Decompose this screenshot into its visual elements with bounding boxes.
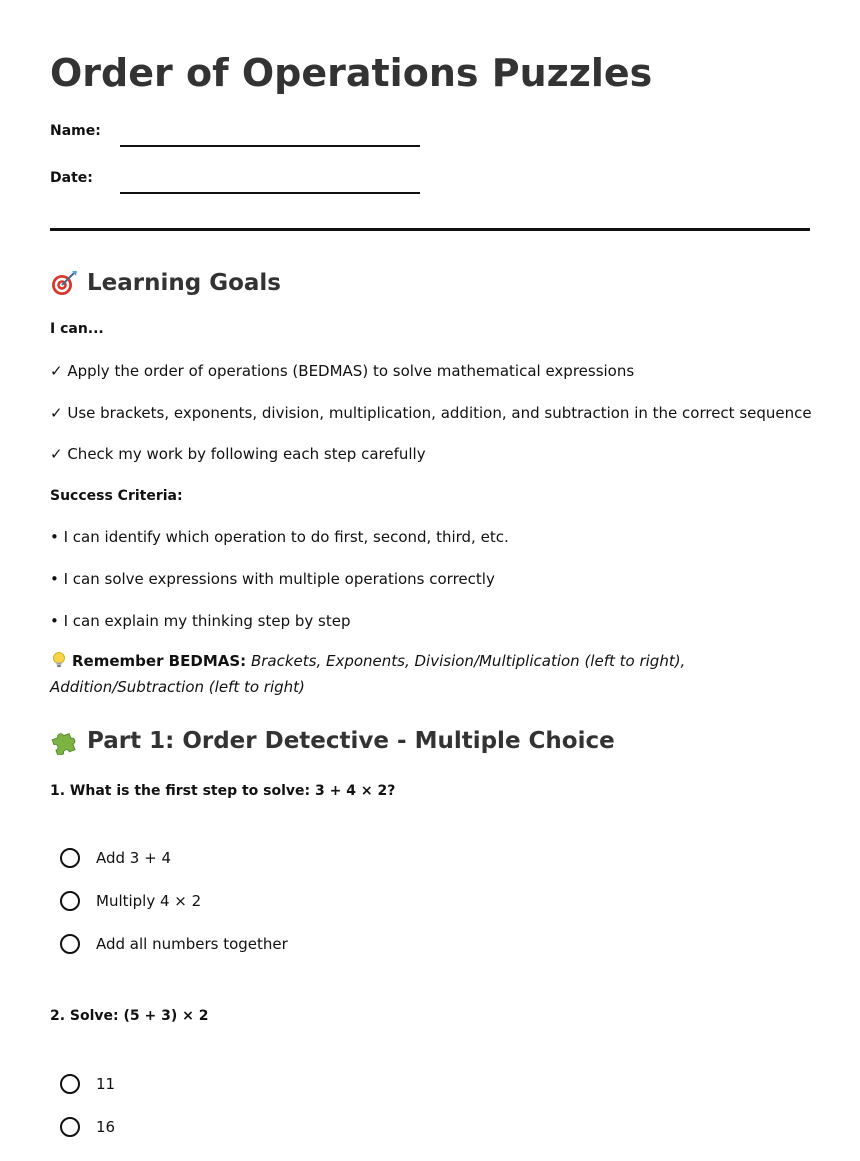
learning-goals-title: Learning Goals (87, 270, 281, 296)
question-1: 1. What is the first step to solve: 3 + 4 × 2? (50, 783, 396, 799)
radio-button[interactable] (60, 1117, 80, 1137)
name-field[interactable] (50, 122, 430, 152)
option-label: 11 (96, 1075, 116, 1093)
criteria-item: • I can identify which operation to do first, second, third, etc. (50, 528, 509, 546)
q2-option-a[interactable] (60, 1071, 115, 1097)
header-divider (50, 228, 810, 231)
date-field[interactable] (50, 169, 430, 199)
criteria-item: • I can explain my thinking step by step (50, 612, 351, 630)
remember-bedmas-note (50, 648, 810, 700)
radio-button[interactable] (60, 1074, 80, 1094)
name-label: Name: (50, 123, 101, 139)
option-label: Add 3 + 4 (96, 849, 171, 867)
q1-option-b[interactable] (60, 888, 201, 914)
goal-item: ✓ Check my work by following each step carefully (50, 445, 426, 463)
q2-option-b[interactable] (60, 1114, 115, 1140)
target-icon (50, 269, 78, 297)
i-can-label: I can... (50, 321, 104, 337)
part1-title: Part 1: Order Detective - Multiple Choice (87, 728, 615, 754)
goal-item: ✓ Apply the order of operations (BEDMAS) to solve mathematical expressions (50, 362, 635, 380)
remember-label: Remember BEDMAS: (72, 652, 247, 670)
page-title: Order of Operations Puzzles (50, 51, 653, 95)
part1-heading (50, 726, 615, 756)
option-label: 16 (96, 1118, 116, 1136)
remember-text: Brackets, Exponents, Division/Multiplication (left to right), Addition/Subtraction (left to right) (50, 652, 686, 696)
radio-button[interactable] (60, 891, 80, 911)
date-label: Date: (50, 170, 93, 186)
name-input-line[interactable] (120, 145, 420, 147)
lightbulb-icon (50, 651, 68, 669)
date-input-line[interactable] (120, 192, 420, 194)
q1-option-c[interactable] (60, 931, 288, 957)
puzzle-icon (50, 727, 78, 755)
option-label: Multiply 4 × 2 (96, 892, 202, 910)
goal-item: ✓ Use brackets, exponents, division, multiplication, addition, and subtraction in the correct sequence (50, 404, 812, 422)
q1-option-a[interactable] (60, 845, 171, 871)
radio-button[interactable] (60, 934, 80, 954)
criteria-item: • I can solve expressions with multiple operations correctly (50, 570, 495, 588)
question-2: 2. Solve: (5 + 3) × 2 (50, 1008, 209, 1024)
learning-goals-heading (50, 268, 281, 298)
option-label: Add all numbers together (96, 935, 288, 953)
radio-button[interactable] (60, 848, 80, 868)
success-criteria-label: Success Criteria: (50, 488, 183, 504)
